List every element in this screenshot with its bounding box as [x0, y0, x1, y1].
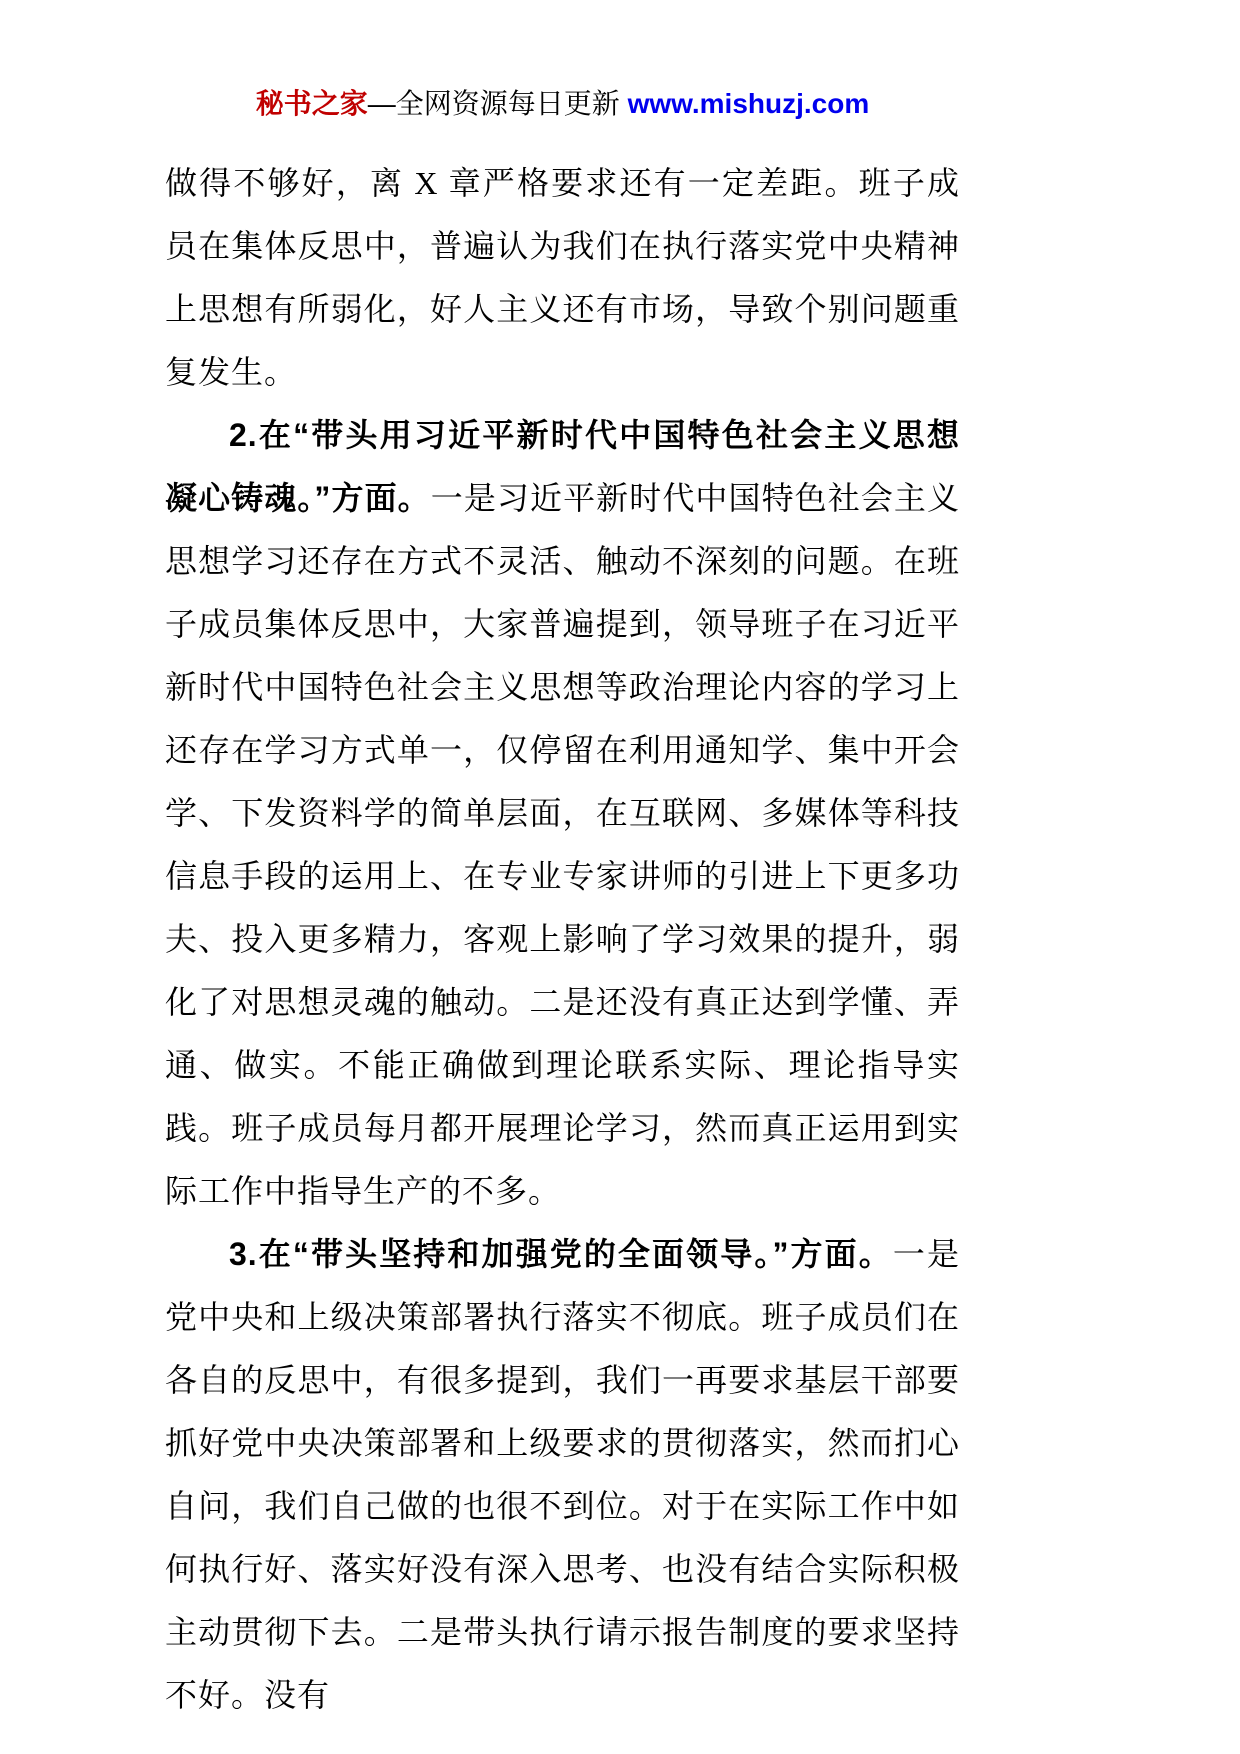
header-middle-text: —全网资源每日更新: [367, 88, 628, 119]
paragraph-text: 一是党中央和上级决策部署执行落实不彻底。班子成员们在各自的反思中，有很多提到，我们一再要求基层干部要抓好党中央决策部署和上级要求的贯彻落实，然而扪心自问，我们自己做的也很不到位。对于在实际工作中如何执行好、落实好没有深入思考、也没有结合实际积极主动贯彻下去。二是带头执行请示报告制度的要求坚持不好。没有: [165, 1236, 960, 1713]
document-header: [165, 84, 960, 124]
site-brand-text: 秘书之家: [255, 88, 368, 119]
document-body: [165, 152, 960, 1727]
site-url-link[interactable]: www.mishuzj.com: [627, 88, 870, 119]
paragraph-point-2: [165, 404, 960, 1223]
paragraph-continuation: [165, 152, 960, 404]
paragraph-text: 一是习近平新时代中国特色社会主义思想学习还存在方式不灵活、触动不深刻的问题。在班子成员集体反思中，大家普遍提到，领导班子在习近平新时代中国特色社会主义思想等政治理论内容的学习上还存在学习方式单一，仅停留在利用通知学、集中开会学、下发资料学的简单层面，在互联网、多媒体等科技信息手段的运用上、在专业专家讲师的引进上下更多功夫、投入更多精力，客观上影响了学习效果的提升，弱化了对思想灵魂的触动。二是还没有真正达到学懂、弄通、做实。不能正确做到理论联系实际、理论指导实践。班子成员每月都开展理论学习，然而真正运用到实际工作中指导生产的不多。: [165, 480, 960, 1209]
paragraph-text: 做得不够好，离 X 章严格要求还有一定差距。班子成员在集体反思中，普遍认为我们在执行落实党中央精神上思想有所弱化，好人主义还有市场，导致个别问题重复发生。: [165, 165, 960, 390]
paragraph-lead-bold: 3.在“带头坚持和加强党的全面领导。”方面。: [229, 1236, 893, 1272]
paragraph-point-3: [165, 1223, 960, 1727]
paragraph-lead-bold: 2.在“带头用习近平新时代中国特色社会主义思想凝心铸魂。”方面。: [165, 417, 960, 516]
